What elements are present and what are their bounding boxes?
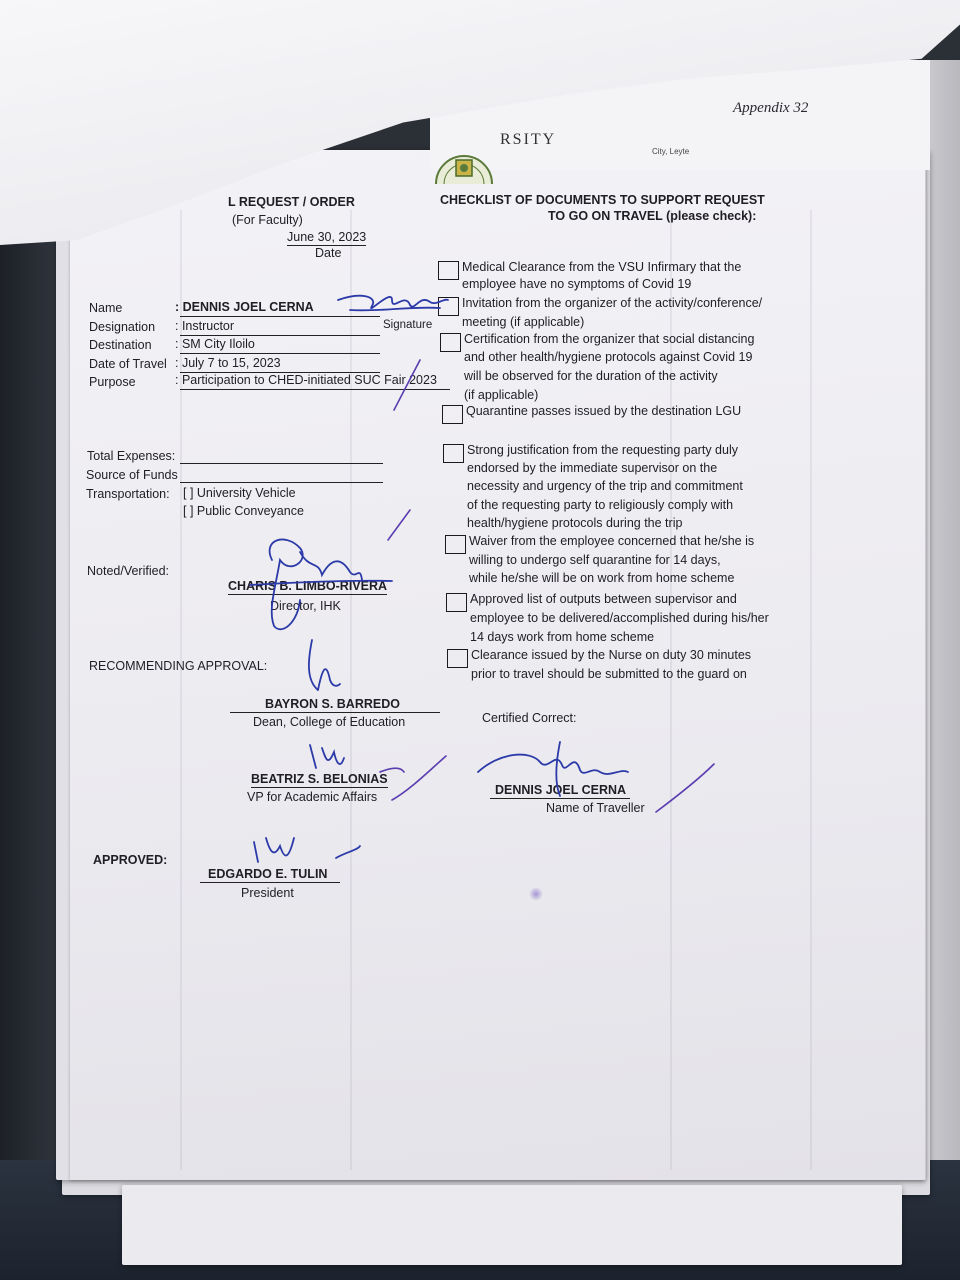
rec2-title: VP for Academic Affairs — [247, 790, 378, 804]
checklist-item-7-line-1: Approved list of outputs between supervisor and — [470, 592, 737, 606]
signature-icon-traveller-bottom — [478, 755, 628, 774]
purpose-label: Purpose — [89, 375, 136, 389]
checklist-heading-1: CHECKLIST OF DOCUMENTS TO SUPPORT REQUEST — [440, 193, 765, 207]
checklist-item-2-line-2: meeting (if applicable) — [462, 315, 585, 329]
rec2-name: BEATRIZ S. BELONIAS — [251, 772, 388, 786]
certified-correct-label: Certified Correct: — [482, 711, 577, 725]
purpose-value: : Participation to CHED-initiated SUC Fair 2023 — [175, 373, 437, 387]
checklist-item-5-line-3: necessity and urgency of the trip and commitment — [467, 479, 743, 493]
transport-option-university-vehicle[interactable]: [ ] University Vehicle — [183, 486, 296, 500]
check-mark-icon-1 — [394, 360, 420, 410]
checklist-item-5-line-1: Strong justification from the requesting party duly — [467, 443, 738, 457]
form-subtitle: (For Faculty) — [232, 213, 303, 227]
approved-label: APPROVED: — [93, 853, 168, 867]
checklist-item-5-line-2: endorsed by the immediate supervisor on the — [467, 461, 718, 475]
checklist-item-1-line-2: employee have no symptoms of Covid 19 — [462, 277, 692, 291]
destination-value: : SM City Iloilo — [175, 337, 255, 351]
noted-name: CHARIS B. LIMBO-RIVERA — [228, 579, 388, 593]
form-title: L REQUEST / ORDER — [228, 195, 355, 209]
signature-icon-president — [254, 838, 294, 862]
request-date: June 30, 2023 — [287, 230, 367, 244]
approved-name: EDGARDO E. TULIN — [208, 867, 328, 881]
total-expenses-label: Total Expenses: — [87, 449, 176, 463]
checklist-item-7-line-2: employee to be delivered/accomplished during his/her — [470, 611, 769, 625]
checklist-item-5-line-5: health/hygiene protocols during the trip — [467, 516, 683, 530]
noted-title: Director, IHK — [270, 599, 341, 613]
recommending-label: RECOMMENDING APPROVAL: — [89, 659, 268, 673]
signature-label: Signature — [383, 319, 433, 331]
checklist-heading-2: TO GO ON TRAVEL (please check): — [548, 209, 757, 223]
check-mark-icon-4 — [656, 764, 714, 812]
travel-date-label: Date of Travel — [89, 357, 167, 371]
signature-icon-director — [270, 539, 362, 629]
signature-icon-vp — [310, 745, 344, 768]
name-label: Name — [89, 301, 123, 315]
designation-value: : Instructor — [175, 319, 235, 333]
noted-label: Noted/Verified: — [87, 564, 169, 578]
approved-title: President — [241, 886, 294, 900]
check-mark-icon-2 — [388, 510, 410, 540]
checklist-item-2-line-1: Invitation from the organizer of the activity/conference/ — [462, 296, 763, 310]
designation-label: Designation — [89, 320, 156, 334]
university-address-fragment: City, Leyte — [652, 147, 690, 156]
checklist-item-7-line-3: 14 days work from home scheme — [470, 630, 655, 644]
checklist-item-6-line-2: willing to undergo self quarantine for 14 days, — [469, 553, 721, 567]
checklist-item-3-line-4: (if applicable) — [464, 388, 539, 402]
checklist-item-3-line-1: Certification from the organizer that social distancing — [464, 332, 755, 346]
rec1-title: Dean, College of Education — [253, 715, 406, 729]
checklist-item-4-line-1: Quarantine passes issued by the destination LGU — [466, 404, 742, 418]
travel-date-value: : July 7 to 15, 2023 — [175, 356, 281, 370]
signature-icon-traveller-top — [338, 296, 448, 308]
checklist-item-6-line-1: Waiver from the employee concerned that he/she is — [469, 534, 755, 548]
request-date-label: Date — [315, 246, 342, 260]
checklist-item-6-line-3: while he/she will be on work from home scheme — [469, 571, 735, 585]
checklist-item-5-line-4: of the requesting party to religiously comply with — [467, 498, 734, 512]
rec1-name: BAYRON S. BARREDO — [265, 697, 400, 711]
appendix-label: Appendix 32 — [733, 100, 809, 116]
checklist-item-8-line-2: prior to travel should be submitted to the guard on — [471, 667, 747, 681]
traveller-name: DENNIS JOEL CERNA — [495, 783, 627, 797]
traveller-label: Name of Traveller — [546, 801, 645, 815]
destination-label: Destination — [89, 338, 152, 352]
check-mark-icon-5 — [380, 768, 404, 772]
source-funds-label: Source of Funds — [86, 468, 178, 482]
name-value: : DENNIS JOEL CERNA — [175, 300, 314, 314]
signature-icon-dean — [309, 640, 340, 690]
checklist-item-8-line-1: Clearance issued by the Nurse on duty 30 minutes — [471, 648, 752, 662]
checklist-item-3-line-3: will be observed for the duration of the activity — [464, 369, 718, 383]
university-name-fragment: RSITY — [500, 131, 557, 148]
checklist-item-3-line-2: and other health/hygiene protocols against Covid 19 — [464, 350, 753, 364]
transport-option-public-conveyance[interactable]: [ ] Public Conveyance — [183, 504, 304, 518]
check-mark-icon-3 — [392, 756, 446, 800]
checklist-item-1-line-1: Medical Clearance from the VSU Infirmary that the — [462, 260, 742, 274]
transportation-label: Transportation: — [86, 487, 170, 501]
